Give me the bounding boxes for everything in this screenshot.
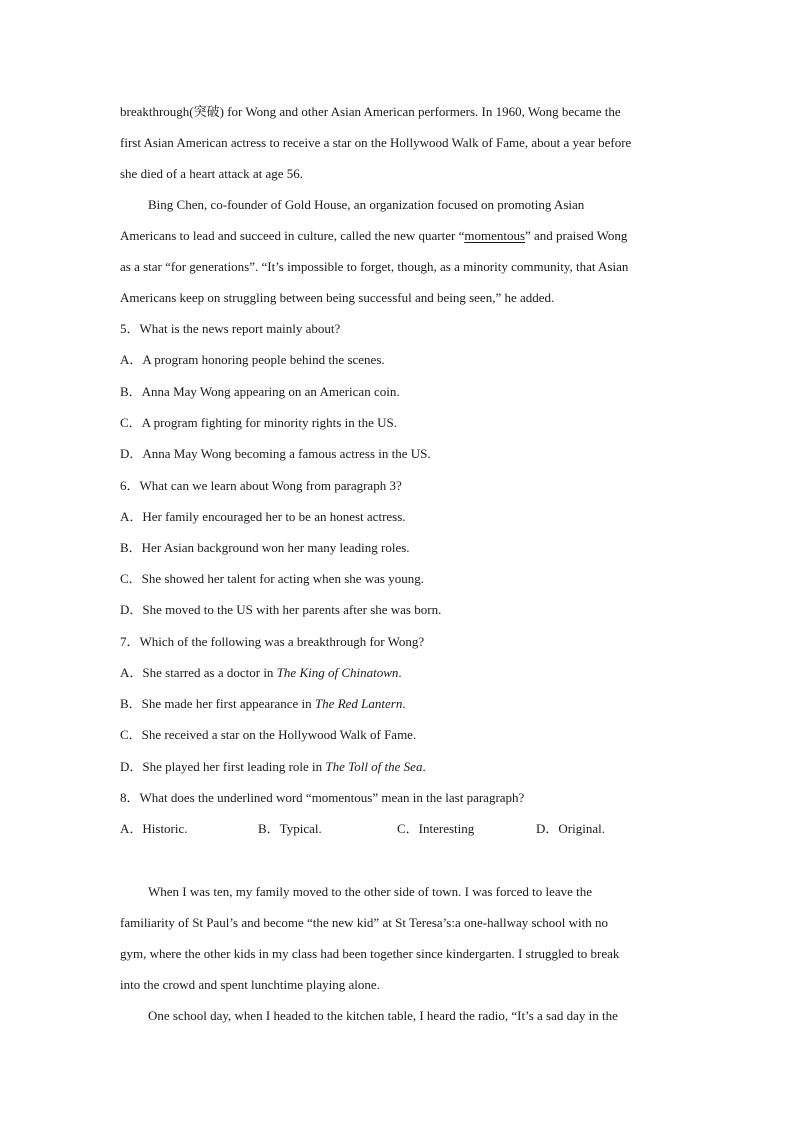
question-8-option-d: D．Original. (536, 821, 605, 836)
passage1-line-1: breakthrough(突破) for Wong and other Asian American performers. In 1960, Wong became the (120, 104, 621, 119)
passage2-line-4: into the crowd and spent lunchtime playing alone. (120, 977, 380, 992)
film-title: The King of Chinatown (276, 665, 399, 680)
option-period: . (398, 665, 402, 680)
question-8-option-b: B．Typical. (258, 821, 322, 836)
question-6-option-b: B．Her Asian background won her many leading roles. (120, 540, 410, 555)
passage2-line-2: familiarity of St Paul’s and become “the new kid” at St Teresa’s:a one-hallway school with no (120, 915, 609, 930)
passage1-line-3: she died of a heart attack at age 56. (120, 166, 303, 181)
passage2-line-5: One school day, when I headed to the kitchen table, I heard the radio, “It’s a sad day in the (148, 1008, 618, 1023)
question-5-option-d: D．Anna May Wong becoming a famous actress in the US. (120, 446, 431, 461)
passage1-line-2: first Asian American actress to receive a star on the Hollywood Walk of Fame, about a year before (120, 135, 632, 150)
passage1-line-4: Bing Chen, co-founder of Gold House, an organization focused on promoting Asian (148, 197, 585, 212)
option-text: B．She made her first appearance in (120, 696, 315, 711)
option-period: . (402, 696, 406, 711)
passage1-line-5 (120, 228, 627, 244)
question-8-option-c: C．Interesting (397, 821, 475, 836)
question-8-option-a: A．Historic. (120, 821, 188, 836)
question-7-option-d (120, 759, 426, 775)
question-6-option-d: D．She moved to the US with her parents after she was born. (120, 602, 442, 617)
question-7-option-b (120, 696, 406, 712)
question-6-stem: 6．What can we learn about Wong from paragraph 3? (120, 478, 402, 493)
passage1-line-5-end: ” and praised Wong (525, 228, 628, 243)
passage2-line-3: gym, where the other kids in my class had been together since kindergarten. I struggled to break (120, 946, 620, 961)
passage1-line-6: as a star “for generations”. “It’s impossible to forget, though, as a minority community, that Asian (120, 259, 629, 274)
question-7-option-c: C．She received a star on the Hollywood Walk of Fame. (120, 727, 417, 742)
option-text: D．She played her first leading role in (120, 759, 326, 774)
passage1-line-7: Americans keep on struggling between being successful and being seen,” he added. (120, 290, 555, 305)
question-5-option-a: A．A program honoring people behind the scenes. (120, 352, 385, 367)
underlined-word: momentous (464, 228, 526, 243)
question-8-stem: 8．What does the underlined word “momentous” mean in the last paragraph? (120, 790, 525, 805)
film-title: The Red Lantern (314, 696, 403, 711)
question-7-option-a (120, 665, 402, 681)
film-title: The Toll of the Sea (325, 759, 423, 774)
option-text: A．She starred as a doctor in (120, 665, 277, 680)
option-period: . (422, 759, 426, 774)
question-5-option-b: B．Anna May Wong appearing on an American coin. (120, 384, 400, 399)
passage1-line-5-start: Americans to lead and succeed in culture, called the new quarter “ (120, 228, 465, 243)
passage2-line-1: When I was ten, my family moved to the other side of town. I was forced to leave the (148, 884, 593, 899)
question-7-stem: 7．Which of the following was a breakthrough for Wong? (120, 634, 425, 649)
question-5-stem: 5．What is the news report mainly about? (120, 321, 341, 336)
question-6-option-c: C．She showed her talent for acting when she was young. (120, 571, 424, 586)
question-5-option-c: C．A program fighting for minority rights in the US. (120, 415, 397, 430)
question-6-option-a: A．Her family encouraged her to be an honest actress. (120, 509, 406, 524)
